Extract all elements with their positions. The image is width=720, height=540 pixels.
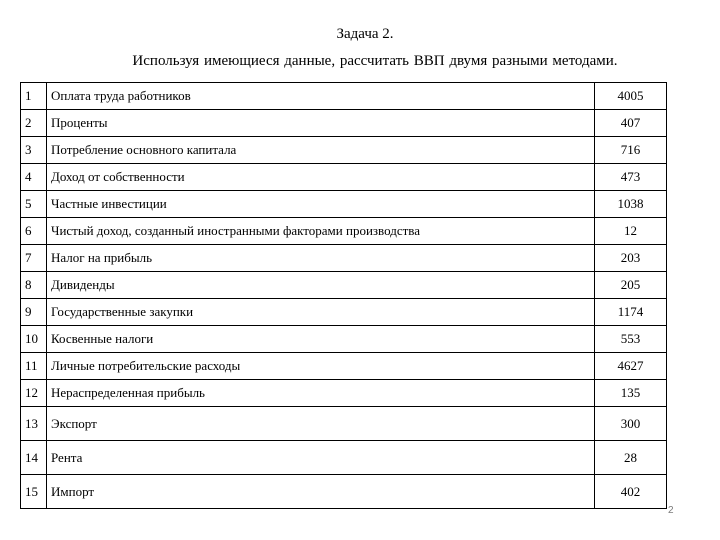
indicator-value: 1038	[595, 191, 667, 218]
indicator-name: Налог на прибыль	[47, 245, 595, 272]
row-number: 12	[21, 380, 47, 407]
row-number: 5	[21, 191, 47, 218]
indicator-value: 402	[595, 475, 667, 509]
row-number: 6	[21, 218, 47, 245]
task-title: Задача 2.	[336, 26, 394, 42]
task-description: Используя имеющиеся данные, рассчитать ВВП двумя разными методами.	[132, 53, 618, 69]
table-row	[21, 407, 667, 441]
row-number: 3	[21, 137, 47, 164]
indicator-value: 12	[595, 218, 667, 245]
indicator-name: Чистый доход, созданный иностранными факторами производства	[47, 218, 595, 245]
indicator-value: 4005	[595, 83, 667, 110]
table-row	[21, 164, 667, 191]
indicator-name: Оплата труда работников	[47, 83, 595, 110]
indicator-value: 716	[595, 137, 667, 164]
indicator-value: 473	[595, 164, 667, 191]
indicator-value: 28	[595, 441, 667, 475]
indicator-name: Государственные закупки	[47, 299, 595, 326]
indicator-name: Частные инвестиции	[47, 191, 595, 218]
row-number: 11	[21, 353, 47, 380]
table-row	[21, 272, 667, 299]
table-row	[21, 137, 667, 164]
indicator-name: Проценты	[47, 110, 595, 137]
table-row	[21, 353, 667, 380]
row-number: 10	[21, 326, 47, 353]
indicator-value: 135	[595, 380, 667, 407]
table-row	[21, 441, 667, 475]
table-row	[21, 191, 667, 218]
page-number: 2	[668, 505, 674, 516]
table-row	[21, 218, 667, 245]
indicator-value: 1174	[595, 299, 667, 326]
indicator-value: 203	[595, 245, 667, 272]
indicator-value: 553	[595, 326, 667, 353]
indicator-name: Косвенные налоги	[47, 326, 595, 353]
table-row	[21, 299, 667, 326]
row-number: 15	[21, 475, 47, 509]
indicator-value: 205	[595, 272, 667, 299]
indicator-name: Дивиденды	[47, 272, 595, 299]
row-number: 4	[21, 164, 47, 191]
table-row	[21, 380, 667, 407]
row-number: 8	[21, 272, 47, 299]
indicator-name: Экспорт	[47, 407, 595, 441]
table-row	[21, 475, 667, 509]
table-row	[21, 245, 667, 272]
row-number: 7	[21, 245, 47, 272]
indicator-name: Импорт	[47, 475, 595, 509]
row-number: 13	[21, 407, 47, 441]
row-number: 9	[21, 299, 47, 326]
indicator-name: Доход от собственности	[47, 164, 595, 191]
table-row	[21, 326, 667, 353]
indicator-name: Потребление основного капитала	[47, 137, 595, 164]
table-row	[21, 110, 667, 137]
indicator-name: Нераспределенная прибыль	[47, 380, 595, 407]
indicator-value: 300	[595, 407, 667, 441]
indicator-value: 407	[595, 110, 667, 137]
row-number: 1	[21, 83, 47, 110]
table-row	[21, 83, 667, 110]
indicator-name: Личные потребительские расходы	[47, 353, 595, 380]
row-number: 14	[21, 441, 47, 475]
indicators-table	[20, 82, 667, 509]
indicator-name: Рента	[47, 441, 595, 475]
indicator-value: 4627	[595, 353, 667, 380]
row-number: 2	[21, 110, 47, 137]
